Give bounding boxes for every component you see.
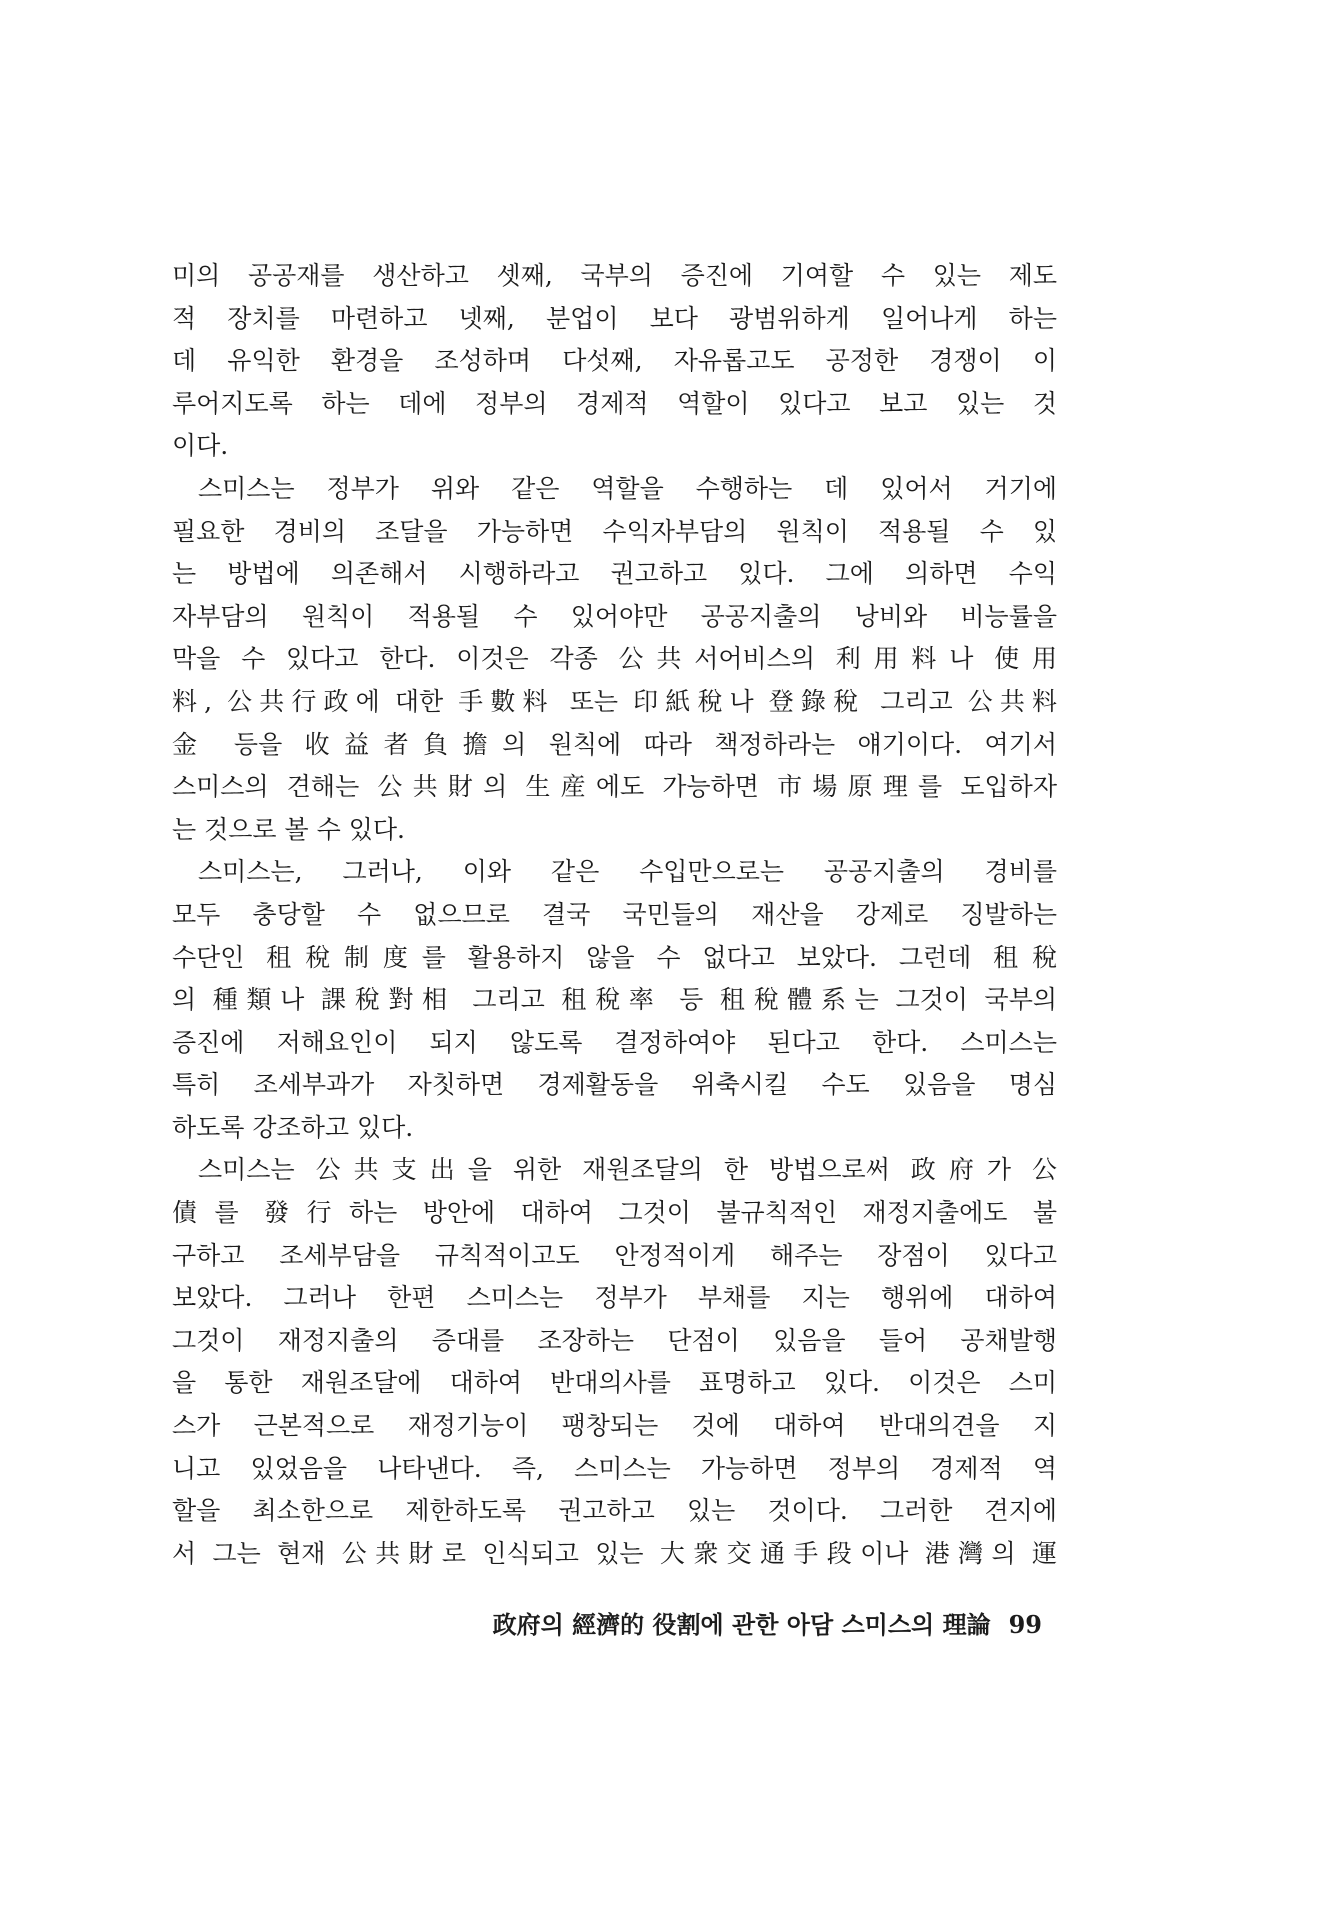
text-line: 스미스는 公共支出을 위한 재원조달의 한 방법으로써 政府가 公 (198, 1155, 1057, 1185)
page-number: 99 (1008, 1610, 1042, 1639)
text-line: 구하고 조세부담을 규칙적이고도 안정적이게 해주는 장점이 있다고 (172, 1240, 1057, 1270)
text-line: 막을 수 있다고 한다. 이것은 각종 公共서어비스의 利用料나 使用 (172, 644, 1057, 674)
text-line: 미의 공공재를 생산하고 셋째, 국부의 증진에 기여할 수 있는 제도 (172, 261, 1057, 290)
text-line: 니고 있었음을 나타낸다. 즉, 스미스는 가능하면 정부의 경제적 역 (172, 1453, 1057, 1483)
text-line: 루어지도록 하는 데에 정부의 경제적 역할이 있다고 보고 있는 것 (172, 388, 1057, 418)
text-line: 적 장치를 마련하고 넷째, 분업이 보다 광범위하게 일어나게 하는 (172, 303, 1057, 333)
text-line: 증진에 저해요인이 되지 않도록 결정하여야 된다고 한다. 스미스는 (172, 1027, 1057, 1057)
text-line: 金 등을 收益者負擔의 원칙에 따라 책정하라는 얘기이다. 여기서 (172, 729, 1057, 759)
text-line: 할을 최소한으로 제한하도록 권고하고 있는 것이다. 그러한 견지에 (172, 1496, 1057, 1526)
text-line: 스미스는 정부가 위와 같은 역할을 수행하는 데 있어서 거기에 (198, 473, 1057, 503)
text-line: 스가 근본적으로 재정기능이 팽창되는 것에 대하여 반대의견을 지 (172, 1411, 1057, 1441)
body-text (172, 255, 1057, 1575)
text-line: 하도록 강조하고 있다. (172, 1112, 414, 1142)
text-line: 특히 조세부과가 자칫하면 경제활동을 위축시킬 수도 있음을 명심 (172, 1070, 1057, 1100)
page-footer (172, 1605, 1042, 1645)
text-line: 데 유익한 환경을 조성하며 다섯째, 자유롭고도 공정한 경쟁이 이 (172, 346, 1057, 376)
text-line: 料, 公共行政에 대한 手數料 또는 印紙稅나 登錄稅 그리고 公共料 (172, 686, 1057, 716)
text-line: 스미스는, 그러나, 이와 같은 수입만으로는 공공지출의 경비를 (198, 857, 1057, 887)
text-line: 이다. (172, 431, 229, 461)
text-line: 의 種類나 課稅對相 그리고 租稅率 등 租稅體系는 그것이 국부의 (172, 985, 1057, 1015)
text-line: 는 방법에 의존해서 시행하라고 권고하고 있다. 그에 의하면 수익 (172, 559, 1057, 589)
text-line: 을 통한 재원조달에 대하여 반대의사를 표명하고 있다. 이것은 스미 (172, 1368, 1057, 1398)
text-line: 는 것으로 볼 수 있다. (172, 814, 405, 844)
text-line: 그것이 재정지출의 증대를 조장하는 단점이 있음을 들어 공채발행 (172, 1325, 1057, 1355)
text-line: 수단인 租稅制度를 활용하지 않을 수 없다고 보았다. 그런데 租稅 (172, 942, 1057, 972)
text-line: 債를 發行하는 방안에 대하여 그것이 불규칙적인 재정지출에도 불 (172, 1198, 1057, 1228)
text-line: 스미스의 견해는 公共財의 生産에도 가능하면 市場原理를 도입하자 (172, 772, 1057, 802)
text-line: 필요한 경비의 조달을 가능하면 수익자부담의 원칙이 적용될 수 있 (172, 516, 1057, 546)
text-line: 모두 충당할 수 없으므로 결국 국민들의 재산을 강제로 징발하는 (172, 899, 1057, 929)
text-line: 자부담의 원칙이 적용될 수 있어야만 공공지출의 낭비와 비능률을 (172, 601, 1057, 631)
text-line: 서 그는 현재 公共財로 인식되고 있는 大衆交通手段이나 港灣의 運 (172, 1538, 1057, 1568)
running-title: 政府의 經濟的 役割에 관한 아담 스미스의 理論 (492, 1610, 991, 1639)
text-line: 보았다. 그러나 한편 스미스는 정부가 부채를 지는 행위에 대하여 (172, 1283, 1057, 1313)
